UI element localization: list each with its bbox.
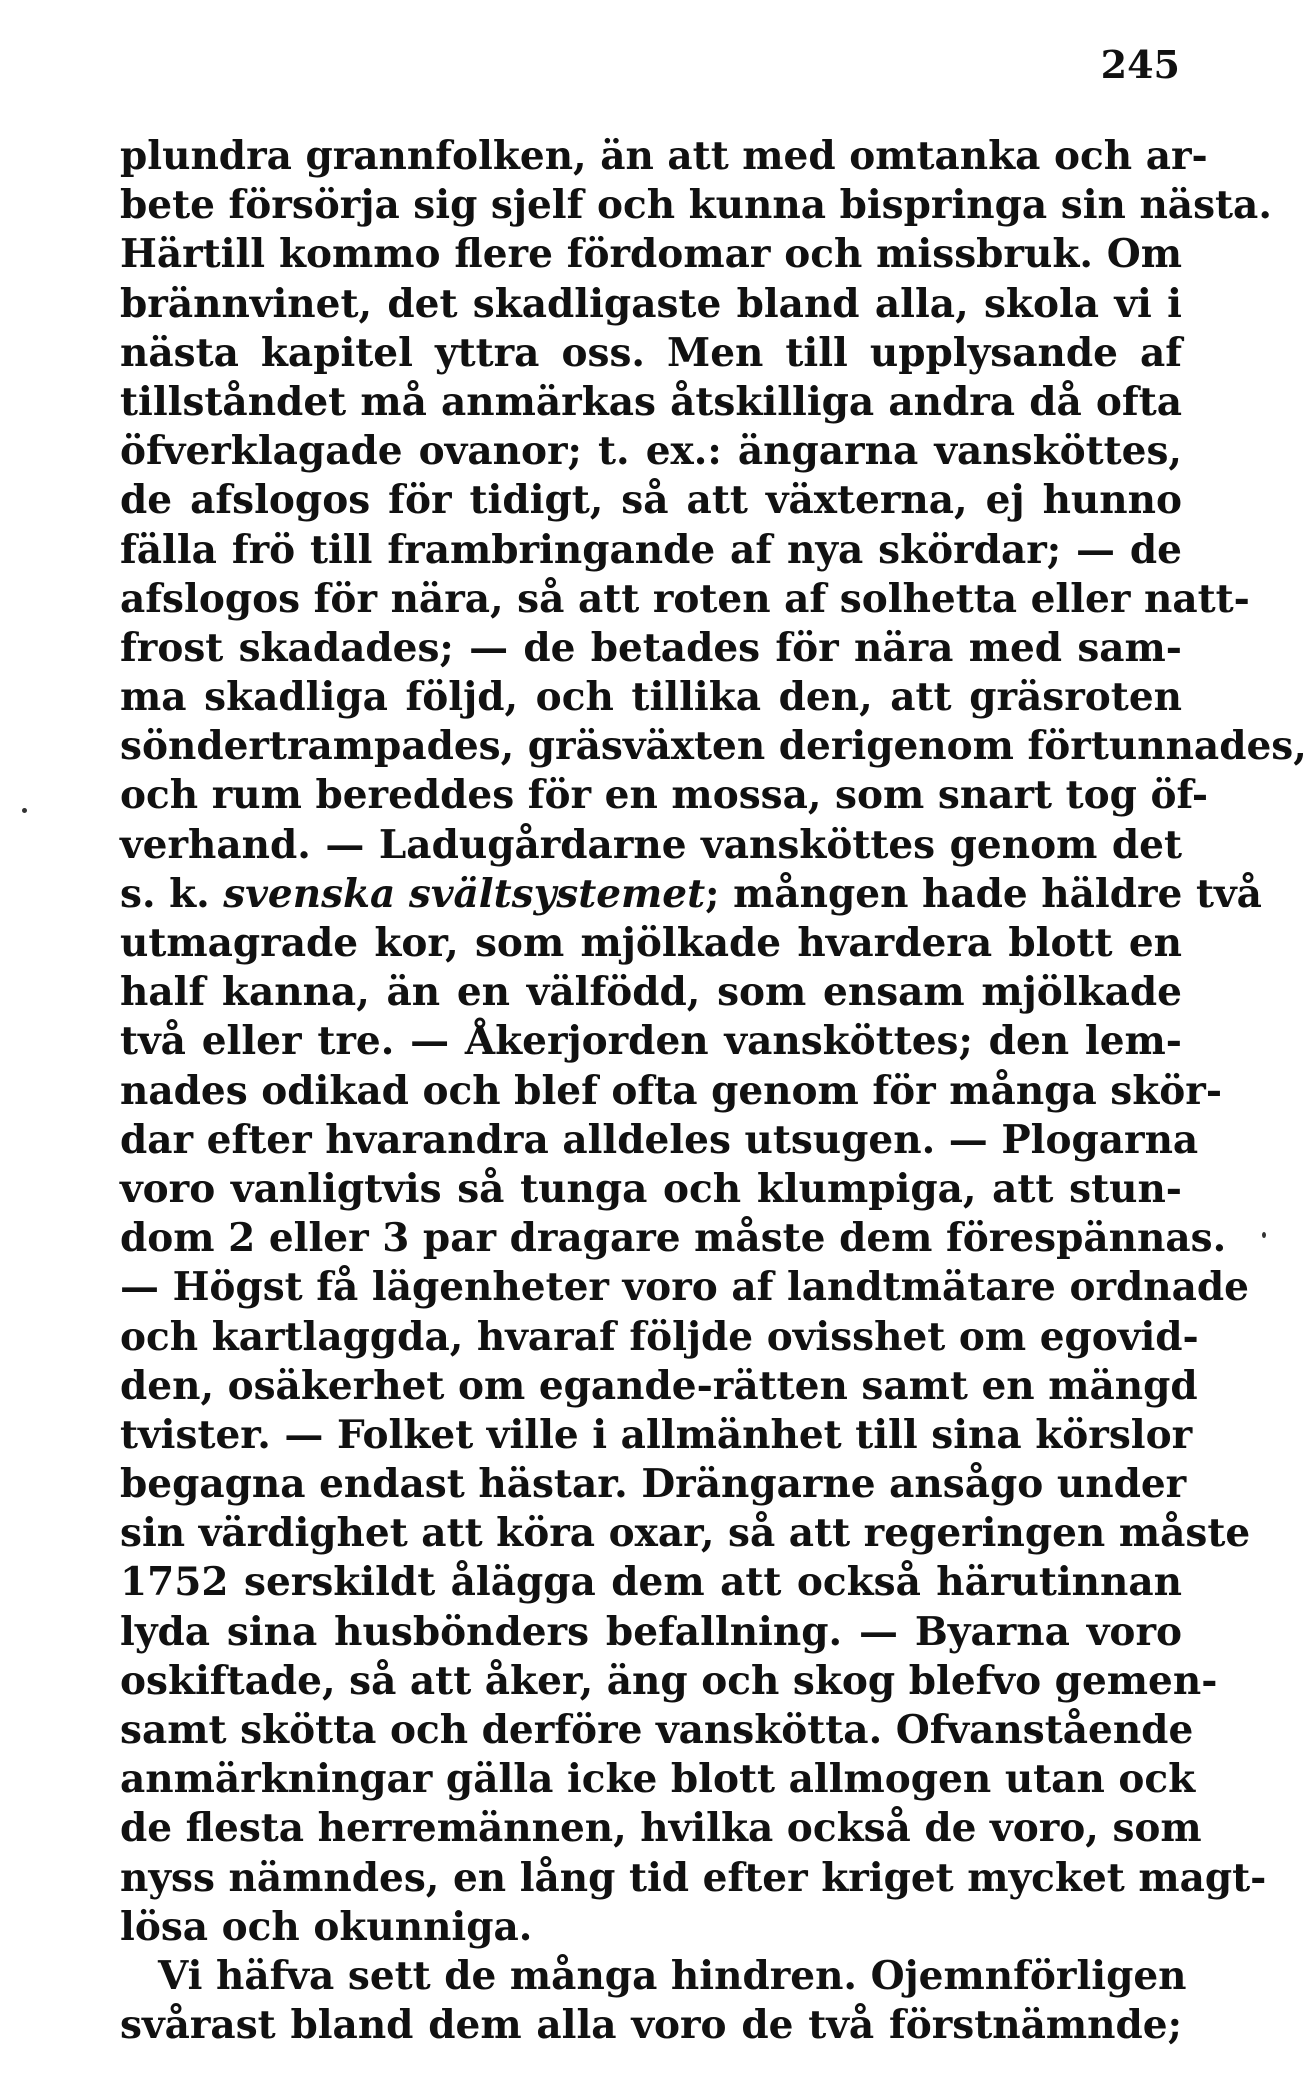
body-text xyxy=(120,132,1307,2050)
text-line: tvister. — Folket ville i allmänhet till sina körslor xyxy=(120,1411,1193,1458)
text-line: samt skötta och derföre vansköttа. Ofvanstående xyxy=(120,1707,1194,1753)
text-line: lyda sina husbönders befallning. — Byarna voro xyxy=(120,1608,1182,1655)
paragraph-start-line: Vi häfva sett de många hindren. Ojemnförligen xyxy=(158,1952,1187,1999)
text-line: sin värdighet att köra oxar, så att regeringen måste xyxy=(120,1510,1251,1557)
text-line: oskiftade, så att åker, äng och skog blefvo gemen- xyxy=(120,1657,1218,1704)
text-line: den, osäkerhet om egande-rätten samt en mängd xyxy=(120,1362,1198,1409)
text-line: frost skadades; — de betades för nära med sam- xyxy=(120,624,1182,671)
text-line: ma skadliga följd, och tillika den, att gräsroten xyxy=(120,674,1182,721)
text-line: öfverklagade ovanor; t. ex.: ängarna vansköttes, xyxy=(120,428,1182,475)
text-line: tillståndet må anmärkas åtskilliga andra då ofta xyxy=(120,378,1182,425)
text-line: verhand. — Ladugårdarne vansköttes genom det xyxy=(120,821,1182,868)
print-speck xyxy=(22,808,27,813)
paragraph-end-line: lösa och okunniga. xyxy=(120,1903,533,1950)
text-line: dom 2 eller 3 par dragare måste dem förespännas. xyxy=(120,1215,1227,1262)
print-speck xyxy=(1262,1232,1266,1238)
text-line: nästa kapitel yttra oss. Men till upplysande af xyxy=(120,329,1182,376)
text-line: 1752 serskildt ålägga dem att också härutinnan xyxy=(120,1559,1182,1606)
text-line: Härtill kommo flere fördomar och missbruk. Om xyxy=(120,231,1182,278)
text-line: bete försörja sig sjelf och kunna bispringa sin nästa. xyxy=(120,182,1272,229)
text-line: två eller tre. — Åkerjorden vansköttes; den lem- xyxy=(120,1018,1182,1065)
text-line: utmagrade kor, som mjölkade hvardera blott en xyxy=(120,920,1182,966)
text-line: brännvinet, det skadligaste bland alla, skola vi i xyxy=(120,280,1182,327)
text-line: svårast bland dem alla voro de två förstnämnde; xyxy=(120,2002,1182,2049)
text-line: söndertrampades, gräsväxten derigenom förtunnades, xyxy=(120,723,1307,770)
text-line: dar efter hvarandra alldeles utsugen. — Plogarna xyxy=(120,1116,1199,1163)
text-line: fälla frö till frambringande af nya skördar; — de xyxy=(120,526,1182,573)
italic-term: svenska svältsystemet xyxy=(223,870,706,917)
text-line: — Högst få lägenheter voro af landtmätare ordnade xyxy=(120,1264,1249,1311)
text-segment: s. k. xyxy=(120,870,224,917)
text-line: voro vanligtvis så tunga och klumpiga, att stun- xyxy=(120,1165,1182,1212)
text-line: och kartlaggda, hvaraf följde ovisshet om egovid- xyxy=(120,1313,1199,1360)
text-segment: ; mången hade häldre två xyxy=(705,870,1262,917)
text-line: och rum bereddes för en mossa, som snart tog öf- xyxy=(120,772,1209,819)
text-line: de flesta herremännen, hvilka också de voro, som xyxy=(120,1805,1202,1852)
text-line: half kanna, än en välfödd, som ensam mjölkade xyxy=(120,969,1182,1016)
text-line: afslogos för nära, så att roten af solhetta eller natt- xyxy=(120,575,1250,622)
text-line: nades odikad och blef ofta genom för många skör- xyxy=(120,1067,1223,1114)
text-line: begagna endast hästar. Drängarne ansågo under xyxy=(120,1461,1187,1508)
text-line: anmärkningar gälla icke blott allmogen utan ock xyxy=(120,1756,1196,1803)
text-line-italic-phrase xyxy=(120,870,1262,919)
text-line: nyss nämndes, en lång tid efter kriget mycket magt- xyxy=(120,1854,1267,1901)
text-line: de afslogos för tidigt, så att växterna, ej hunno xyxy=(120,477,1182,524)
page-number: 245 xyxy=(1100,42,1180,87)
text-line: plundra grannfolken, än att med omtanka och ar- xyxy=(120,133,1208,179)
